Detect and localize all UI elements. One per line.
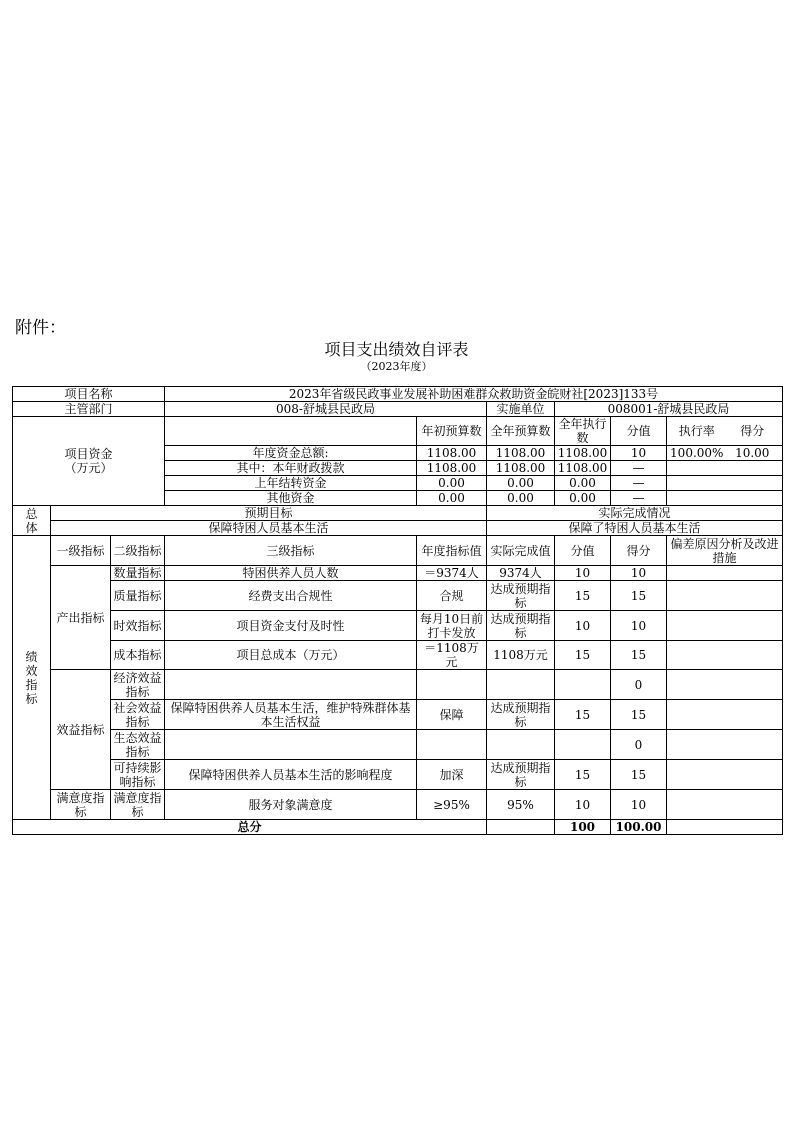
indicator-score: 0: [611, 730, 667, 760]
indicator-level2: 可持续影响指标: [111, 760, 165, 790]
header-score: 得分: [611, 536, 667, 566]
indicator-score: 15: [611, 641, 667, 670]
indicator-actual: 9374人: [487, 566, 555, 581]
funds-row-rate: 100.00%: [670, 446, 724, 460]
indicator-value: [555, 670, 611, 700]
funds-header-rate-score: [667, 417, 783, 446]
funds-header-rate: 执行率: [678, 424, 715, 438]
indicator-actual: 达成预期指标: [487, 581, 555, 611]
indicator-row: [13, 730, 783, 760]
indicator-value: 10: [555, 611, 611, 641]
indicator-note: [667, 566, 783, 581]
funds-header-annual: 全年预算数: [487, 417, 555, 446]
implementer-label: 实施单位: [487, 402, 555, 417]
funds-row-initial: 1108.00: [417, 446, 487, 461]
indicator-level3: 经费支出合规性: [165, 581, 417, 611]
group-satisfaction: 满意度指标: [51, 790, 111, 820]
funds-row-label: 其中：本年财政拨款: [165, 461, 417, 476]
indicator-level2: 社会效益指标: [111, 700, 165, 730]
total-label: 总分: [13, 820, 487, 835]
indicator-row: [13, 581, 783, 611]
indicator-target: 加深: [417, 760, 487, 790]
header-target: 年度指标值: [417, 536, 487, 566]
indicator-level2: 满意度指标: [111, 790, 165, 820]
indicator-target: 保障: [417, 700, 487, 730]
funds-header-blank: [165, 417, 417, 446]
indicator-target: [417, 670, 487, 700]
funds-row-annual: 0.00: [487, 476, 555, 491]
indicator-target: ＝9374人: [417, 566, 487, 581]
indicator-row: [13, 670, 783, 700]
total-blank: [487, 820, 555, 835]
funds-label: 项目资金: [64, 447, 113, 461]
funds-row-rate-score: [667, 491, 783, 506]
header-value: 分值: [555, 536, 611, 566]
funds-row-annual: 1108.00: [487, 461, 555, 476]
overall-actual: 保障了特困人员基本生活: [487, 521, 783, 536]
funds-row-annual: 0.00: [487, 491, 555, 506]
indicator-level2: 生态效益指标: [111, 730, 165, 760]
indicator-value: 10: [555, 566, 611, 581]
indicator-score: 15: [611, 581, 667, 611]
funds-row-initial: 1108.00: [417, 461, 487, 476]
funds-row-executed: 1108.00: [555, 461, 611, 476]
department-value: 008-舒城县民政局: [165, 402, 487, 417]
funds-row-rate-score: [667, 476, 783, 491]
indicator-score: 15: [611, 760, 667, 790]
header-level1: 一级指标: [51, 536, 111, 566]
indicator-actual: 95%: [487, 790, 555, 820]
indicator-row: [13, 566, 783, 581]
funds-header-initial: 年初预算数: [417, 417, 487, 446]
indicator-level3: 保障特困供养人员基本生活的影响程度: [165, 760, 417, 790]
funds-row-initial: 0.00: [417, 491, 487, 506]
funds-row-initial: 0.00: [417, 476, 487, 491]
funds-row-label: 上年结转资金: [165, 476, 417, 491]
indicator-actual: 1108万元: [487, 641, 555, 670]
indicator-level2: 经济效益指标: [111, 670, 165, 700]
department-row: [13, 402, 783, 417]
indicator-level2: 成本指标: [111, 641, 165, 670]
funds-label-cell: [13, 417, 165, 506]
attachment-label: 附件：: [15, 318, 66, 338]
funds-row-label: 其他资金: [165, 491, 417, 506]
indicator-score: 15: [611, 700, 667, 730]
indicator-note: [667, 760, 783, 790]
project-name-row: [13, 387, 783, 402]
indicator-note: [667, 730, 783, 760]
report-year: （2023年度）: [360, 360, 433, 373]
total-row: [13, 820, 783, 835]
indicator-row: [13, 611, 783, 641]
header-level2: 二级指标: [111, 536, 165, 566]
funds-row-rate-score: [667, 461, 783, 476]
project-name-label: 项目名称: [13, 387, 165, 402]
indicator-value: 10: [555, 790, 611, 820]
funds-row-score-value: 10: [611, 446, 667, 461]
funds-row-annual: 1108.00: [487, 446, 555, 461]
indicator-score: 10: [611, 790, 667, 820]
funds-row-label: 年度资金总额:: [165, 446, 417, 461]
indicator-value: 15: [555, 581, 611, 611]
overall-expected-header: 预期目标: [51, 506, 487, 521]
indicator-note: [667, 641, 783, 670]
funds-row-rate-score: [667, 446, 783, 461]
total-value: 100: [555, 820, 611, 835]
indicator-level3: 特困供养人员人数: [165, 566, 417, 581]
indicator-actual: 达成预期指标: [487, 700, 555, 730]
funds-row-executed: 1108.00: [555, 446, 611, 461]
indicator-value: 15: [555, 700, 611, 730]
overall-label: 总体: [13, 506, 51, 536]
funds-row-score-value: —: [611, 491, 667, 506]
indicator-section-label: 绩效指标: [13, 536, 51, 820]
indicator-target: ≥95%: [417, 790, 487, 820]
indicator-note: [667, 790, 783, 820]
indicator-level2: 数量指标: [111, 566, 165, 581]
header-actual: 实际完成值: [487, 536, 555, 566]
funds-row-score-value: —: [611, 461, 667, 476]
indicator-note: [667, 700, 783, 730]
indicator-score: 10: [611, 611, 667, 641]
total-score: 100.00: [611, 820, 667, 835]
funds-row-executed: 0.00: [555, 476, 611, 491]
indicator-row: [13, 641, 783, 670]
indicator-score: 0: [611, 670, 667, 700]
implementer-value: 008001-舒城县民政局: [555, 402, 783, 417]
funds-unit: （万元）: [64, 461, 113, 475]
indicator-note: [667, 581, 783, 611]
overall-header-row: [13, 506, 783, 521]
overall-actual-header: 实际完成情况: [487, 506, 783, 521]
indicator-row: [13, 790, 783, 820]
indicator-note: [667, 611, 783, 641]
performance-table: [12, 386, 783, 835]
indicator-actual: [487, 730, 555, 760]
indicator-actual: 达成预期指标: [487, 760, 555, 790]
funds-row-executed: 0.00: [555, 491, 611, 506]
indicator-level2: 时效指标: [111, 611, 165, 641]
indicator-level3: 保障特困供养人员基本生活，维护特殊群体基本生活权益: [165, 700, 417, 730]
header-note: 偏差原因分析及改进措施: [667, 536, 783, 566]
indicator-value: 15: [555, 641, 611, 670]
indicator-target: 每月10日前打卡发放: [417, 611, 487, 641]
indicator-actual: 达成预期指标: [487, 611, 555, 641]
funds-row-score-value: —: [611, 476, 667, 491]
indicator-note: [667, 670, 783, 700]
funds-header-score: 得分: [740, 424, 765, 438]
project-name-value: 2023年省级民政事业发展补助困难群众救助资金皖财社[2023]133号: [165, 387, 783, 402]
overall-content-row: [13, 521, 783, 536]
indicator-actual: [487, 670, 555, 700]
indicator-row: [13, 760, 783, 790]
header-level3: 三级指标: [165, 536, 417, 566]
indicator-level3: 项目资金支付及时性: [165, 611, 417, 641]
department-label: 主管部门: [13, 402, 165, 417]
indicator-row: [13, 700, 783, 730]
group-output: 产出指标: [51, 566, 111, 670]
indicator-target: [417, 730, 487, 760]
total-note: [667, 820, 783, 835]
funds-header-executed: 全年执行数: [555, 417, 611, 446]
indicator-level3: [165, 730, 417, 760]
indicator-value: [555, 730, 611, 760]
indicator-target: 合规: [417, 581, 487, 611]
indicator-target: ＝1108万元: [417, 641, 487, 670]
overall-expected: 保障特困人员基本生活: [51, 521, 487, 536]
funds-row-score: 10.00: [735, 446, 770, 460]
indicator-score: 10: [611, 566, 667, 581]
indicator-value: 15: [555, 760, 611, 790]
indicator-level2: 质量指标: [111, 581, 165, 611]
funds-header-row: [13, 417, 783, 446]
indicator-level3: [165, 670, 417, 700]
funds-header-score-value: 分值: [611, 417, 667, 446]
indicator-level3: 服务对象满意度: [165, 790, 417, 820]
group-benefit: 效益指标: [51, 670, 111, 790]
indicator-header-row: [13, 536, 783, 566]
page-title: 项目支出绩效自评表: [324, 340, 469, 359]
indicator-level3: 项目总成本（万元）: [165, 641, 417, 670]
